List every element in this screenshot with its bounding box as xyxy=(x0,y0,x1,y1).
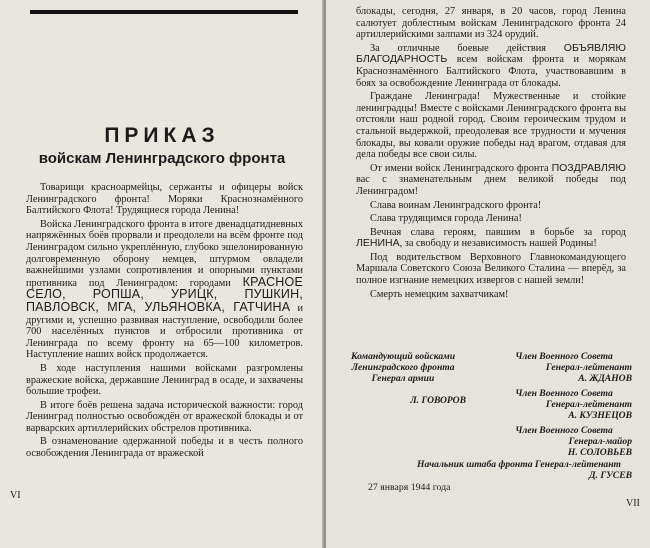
signature-zhdanov xyxy=(496,351,632,385)
signature-line: Начальник штаба фронта Генерал-лейтенант xyxy=(417,459,621,470)
signature-kuznetsov xyxy=(496,388,632,422)
signature-govorov xyxy=(340,351,466,406)
page-number-right: VII xyxy=(626,498,640,509)
signature-solovyev xyxy=(496,425,632,459)
paragraph xyxy=(356,43,626,89)
signature-gusev xyxy=(406,459,632,481)
paragraph-text: От имени войск Ленинградского фронта xyxy=(370,162,549,174)
paragraph-text: , за свободу и независимость нашей Родины! xyxy=(399,238,597,250)
signature-line: Генерал-майор xyxy=(568,436,632,448)
paragraph: Товарищи красноармейцы, сержанты и офицеры войск Ленинградского фронта! Моряки Краснознамённого Балтийского Флота! Трудящиеся города Ленина! xyxy=(26,182,303,217)
congratulate-caps: ПОЗДРАВЛЯЮ xyxy=(551,161,627,174)
signature-name: Л. ГОВОРОВ xyxy=(410,394,466,406)
paragraph: В итоге боёв решена задача исторической важности: город Ленинград полностью освобождён от вражеской блокады и от варварских артиллерийских обстрелов противника. xyxy=(26,399,303,434)
gratitude-caps: ОБЪЯВЛЯЮ БЛАГОДАРНОСТЬ xyxy=(356,41,627,66)
paragraph: В ознаменование одержанной победы и в честь полного освобождения Ленинграда от вражеской xyxy=(26,436,303,460)
header-rule xyxy=(30,10,298,14)
left-page xyxy=(0,0,324,548)
towns-list: КРАСНОЕ СЕЛО, РОПША, УРИЦК, ПУШКИН, ПАВЛОВСК, МГА, УЛЬЯНОВКА, ГАТЧИНА xyxy=(26,274,303,314)
signature-line: Член Военного Совета xyxy=(515,351,613,362)
paragraph xyxy=(356,227,626,250)
left-body xyxy=(26,182,303,462)
order-date: 27 января 1944 года xyxy=(368,482,451,493)
paragraph-text: всем войскам фронта и морякам Краснознамённого Балтийского Флота, участвовавшим в боях за освобождение Ленинграда от блокады. xyxy=(356,54,626,89)
paragraph: Слава воинам Ленинградского фронта! xyxy=(370,199,542,211)
paragraph: В ходе наступления нашими войсками разгромлены вражеские войска, державшие Ленинград в осаде, и захвачены большие трофеи. xyxy=(26,362,303,398)
paragraph-text: и другими и, успешно развивая наступление, освободили более 700 населённых пунктов и отбросили противника от Ленинграда по всему фронту на 65—100 километров. Наступление наших войск продолжается. xyxy=(26,302,303,361)
signature-line: Генерал армии xyxy=(371,373,435,385)
signature-line: Ленинградского фронта xyxy=(351,362,455,374)
signature-line: Генерал-лейтенант xyxy=(545,362,632,374)
paragraph: Смерть немецким захватчикам! xyxy=(370,288,509,300)
paragraph-text: Войска Ленинградского фронта в итоге двенадцатидневных напряжённых боёв прорвали и преодолели на всём фронте под Ленинградом сильно укреплённую, глубоко эшелонированную долговременную оборону немцев, штурмом овладели важнейшими узлами сопротивления и опорными пунктами противника под Ленинградом: городами xyxy=(26,218,303,289)
right-page xyxy=(326,0,650,548)
lenin-caps: ЛЕНИНА xyxy=(356,237,400,250)
order-subtitle: войскам Ленинградского фронта xyxy=(38,150,286,167)
signature-line: Генерал-лейтенант xyxy=(545,399,632,411)
paragraph-text: За отличные боевые действия xyxy=(370,42,547,54)
page-number-left: VI xyxy=(10,490,21,501)
right-body xyxy=(356,6,626,302)
signature-name: Д. ГУСЕВ xyxy=(588,470,632,482)
signature-name: А. ЖДАНОВ xyxy=(578,373,632,385)
paragraph xyxy=(356,163,626,198)
paragraph: Слава трудящимся города Ленина! xyxy=(370,213,522,225)
signature-line: Член Военного Совета xyxy=(515,425,613,436)
paragraph: Граждане Ленинграда! Мужественные и стойкие ленинградцы! Вместе с войсками Ленинградского фронта вы отстояли наш родной город. Своим героическим трудом и стальной выдержкой, преодолевая все трудности и мучения блокады, вы ковали оружие победы над врагом, отдавая для дела победы все свои силы. xyxy=(356,91,626,161)
paragraph: блокады, сегодня, 27 января, в 20 часов, город Ленина салютует доблестным войскам Ленинградского фронта 24 артиллерийскими залпами из 324 орудий. xyxy=(356,6,626,41)
signature-line: Член Военного Совета xyxy=(515,388,613,399)
paragraph-text: Вечная слава героям, павшим в борьбе за город xyxy=(370,226,626,238)
paragraph xyxy=(26,219,303,361)
signature-name: А. КУЗНЕЦОВ xyxy=(568,410,632,422)
paragraph: Под водительством Верховного Главнокомандующего Маршала Советского Союза Великого Сталина — вперёд, за полное изгнание немецких извергов с нашей земли! xyxy=(356,251,626,287)
order-title: ПРИКАЗ xyxy=(104,124,220,147)
paragraph-text: вас с знаменательным днем великой победы под Ленинградом! xyxy=(356,174,626,197)
signature-line: Командующий войсками xyxy=(350,351,456,362)
signature-name: Н. СОЛОВЬЕВ xyxy=(567,447,632,459)
